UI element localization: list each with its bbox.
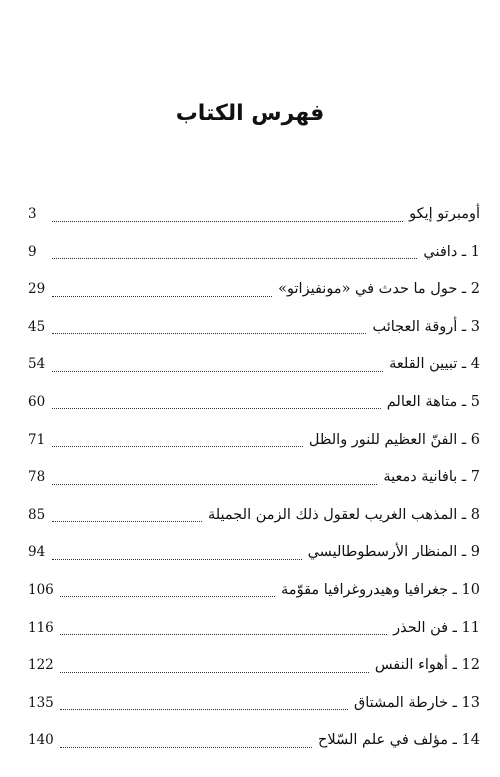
toc-entry[interactable]: [28, 273, 480, 305]
dot-leader: [60, 672, 369, 673]
toc-entry[interactable]: [28, 386, 480, 418]
dot-leader: [52, 484, 377, 485]
dot-leader: [52, 258, 417, 259]
dot-leader: [52, 446, 303, 447]
entry-page-number: 29: [28, 281, 46, 298]
entry-label: 8 ـ المذهب الغريب لعقول ذلك الزمن الجميلة: [207, 506, 480, 523]
entry-page-number: 71: [28, 431, 46, 448]
toc-entry[interactable]: [28, 612, 480, 644]
entry-page-number: 3: [28, 206, 37, 222]
entry-label: 10 ـ جغرافيا وهيدروغرافيا مقوّمة: [281, 581, 480, 598]
dot-leader: [52, 371, 383, 372]
dot-leader: [52, 296, 272, 297]
entry-page-number: 135: [28, 694, 54, 711]
entry-page-number: 78: [28, 469, 46, 486]
toc-entry[interactable]: [28, 311, 480, 343]
entry-label: 11 ـ فن الحذر: [393, 619, 480, 636]
dot-leader: [60, 747, 312, 748]
entry-page-number: 122: [28, 657, 54, 674]
entry-page-number: 106: [28, 581, 54, 598]
dot-leader: [60, 709, 348, 710]
toc-entry[interactable]: [28, 198, 480, 230]
page-title: فهرس الكتاب: [175, 101, 325, 126]
entry-label: 12 ـ أهواء النفس: [374, 657, 480, 674]
entry-label: 3 ـ أروقة العجائب: [372, 318, 480, 335]
toc-entry[interactable]: [28, 687, 480, 719]
dot-leader: [52, 408, 381, 409]
entry-page-number: 9: [28, 243, 37, 260]
entry-label: 1 ـ دافني: [423, 243, 480, 260]
toc-entry[interactable]: [28, 424, 480, 456]
dot-leader: [52, 333, 366, 334]
toc-entry[interactable]: [28, 574, 480, 606]
dot-leader: [52, 559, 302, 560]
entry-page-number: 60: [28, 393, 46, 410]
toc-entry[interactable]: [28, 236, 480, 268]
dot-leader: [52, 521, 202, 522]
entry-label: 14 ـ مؤلف في علم السّلاح: [318, 732, 480, 749]
table-of-contents: [28, 198, 480, 762]
entry-label: أومبرتو إيكو: [409, 206, 480, 222]
toc-entry[interactable]: [28, 724, 480, 756]
entry-label: 7 ـ بافانية دمعية: [383, 469, 480, 486]
toc-entry[interactable]: [28, 649, 480, 681]
entry-label: 4 ـ تبيين القلعة: [389, 356, 480, 373]
entry-page-number: 116: [28, 619, 54, 636]
entry-page-number: 45: [28, 318, 46, 335]
toc-entry[interactable]: [28, 536, 480, 568]
dot-leader: [60, 596, 275, 597]
dot-leader: [60, 634, 387, 635]
entry-page-number: 140: [28, 732, 54, 749]
entry-label: 13 ـ خارطة المشتاق: [353, 694, 480, 711]
entry-label: 2 ـ حول ما حدث في «مونفيزاتو»: [278, 281, 480, 298]
toc-entry[interactable]: [28, 499, 480, 531]
toc-entry[interactable]: [28, 348, 480, 380]
entry-label: 5 ـ متاهة العالم: [386, 393, 480, 410]
entry-label: 6 ـ الفنّ العظيم للنور والظل: [308, 431, 480, 448]
toc-entry[interactable]: [28, 461, 480, 493]
entry-label: 9 ـ المنظار الأرسطوطاليسي: [307, 544, 480, 561]
entry-page-number: 54: [28, 356, 46, 373]
entry-page-number: 94: [28, 544, 46, 561]
entry-page-number: 85: [28, 506, 46, 523]
dot-leader: [52, 221, 403, 222]
